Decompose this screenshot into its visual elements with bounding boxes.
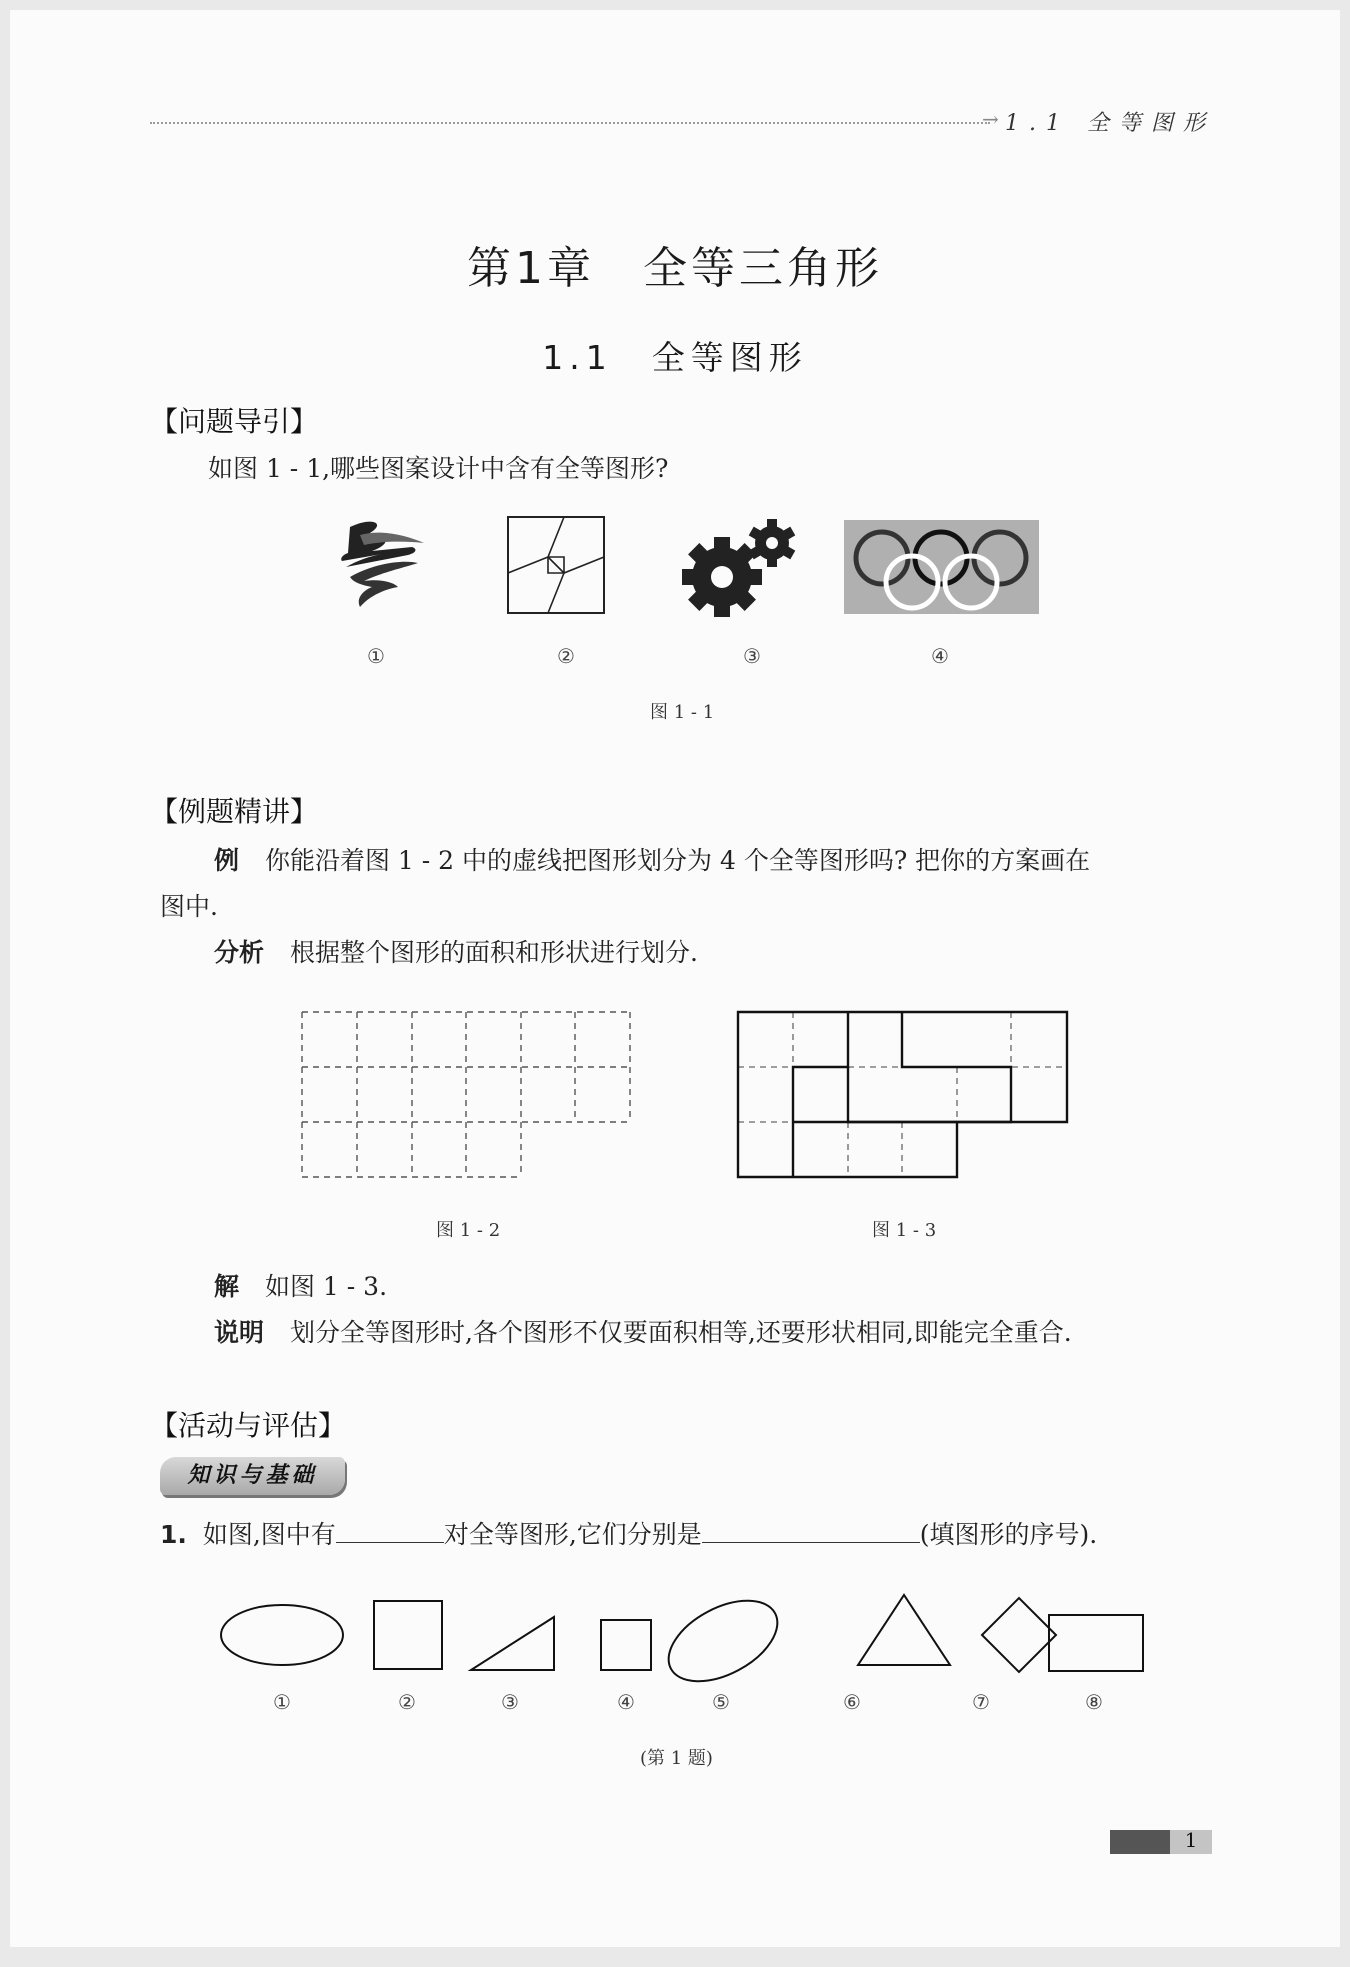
shape-2-square	[374, 1601, 442, 1669]
question-1	[160, 1512, 1097, 1558]
question-part-1: 如图,图中有	[202, 1520, 336, 1549]
badge-label: 知识与基础	[187, 1463, 318, 1488]
question-1-shapes	[220, 1585, 1150, 1685]
example-label: 例	[214, 846, 240, 875]
question-1-caption: (第 1 题)	[640, 1748, 713, 1769]
fig1-2-dashed-grid	[300, 1010, 632, 1180]
nested-squares-pattern-icon	[506, 515, 606, 615]
note-line	[214, 1310, 1072, 1356]
shape-8-rectangle	[1049, 1615, 1143, 1671]
shape-6-triangle	[858, 1595, 950, 1665]
fig1-label-4: ④	[931, 644, 949, 668]
section-title: 1.1 全等图形	[542, 338, 808, 377]
page-number: 1	[1184, 1828, 1198, 1852]
example-heading: 【例题精讲】	[150, 795, 319, 828]
fig1-caption: 图 1 - 1	[650, 702, 715, 723]
shape-label-8: ⑧	[1085, 1690, 1103, 1714]
answer-blank-pairs[interactable]	[702, 1512, 920, 1543]
chapter-title: 第1章 全等三角形	[467, 243, 883, 294]
fig1-2-caption: 图 1 - 2	[436, 1220, 501, 1241]
analysis-text: 根据整个图形的面积和形状进行划分.	[289, 938, 698, 967]
shape-label-7: ⑦	[972, 1690, 990, 1714]
question-part-3: (填图形的序号).	[919, 1520, 1098, 1549]
example-text-2: 图中.	[160, 892, 218, 921]
analysis-label: 分析	[214, 938, 265, 967]
shape-label-2: ②	[398, 1690, 416, 1714]
fig1-label-1: ①	[367, 644, 385, 668]
solution-line	[214, 1264, 387, 1310]
fig1-3-caption: 图 1 - 3	[872, 1220, 937, 1241]
textbook-page	[10, 10, 1340, 1947]
header-dotted-line	[150, 122, 990, 124]
page-tab-dark	[1110, 1830, 1170, 1854]
note-label: 说明	[214, 1318, 265, 1347]
solution-text: 如图 1 - 3.	[264, 1272, 388, 1301]
header-arrow: →	[982, 107, 999, 131]
fig1-label-3: ③	[743, 644, 761, 668]
shape-3-right-triangle	[471, 1617, 554, 1670]
shape-label-5: ⑤	[712, 1690, 730, 1714]
knowledge-basics-badge	[160, 1457, 345, 1495]
answer-blank-count[interactable]	[336, 1512, 444, 1543]
fig1-3-divided-grid	[736, 1010, 1070, 1182]
question-number: 1.	[160, 1520, 187, 1549]
intro-heading: 【问题导引】	[150, 405, 319, 438]
activity-heading: 【活动与评估】	[150, 1409, 347, 1442]
shape-4-small-square	[601, 1620, 651, 1670]
shape-label-3: ③	[501, 1690, 519, 1714]
solution-label: 解	[214, 1272, 240, 1301]
olympic-rings-icon	[844, 520, 1039, 614]
fig1-label-2: ②	[557, 644, 575, 668]
shape-1-ellipse	[221, 1605, 343, 1665]
shape-7-diamond	[982, 1598, 1056, 1672]
analysis-line	[214, 930, 698, 976]
shape-label-1: ①	[273, 1690, 291, 1714]
intro-text: 如图 1 - 1,哪些图案设计中含有全等图形?	[208, 454, 669, 483]
header-section-label: 1.1 全等图形	[1005, 111, 1215, 136]
gears-icon	[680, 515, 800, 620]
question-part-2: 对全等图形,它们分别是	[443, 1520, 702, 1549]
example-line-1	[214, 838, 1090, 884]
shape-label-4: ④	[617, 1690, 635, 1714]
shape-5-tilted-ellipse	[655, 1585, 790, 1685]
example-text-1: 你能沿着图 1 - 2 中的虚线把图形划分为 4 个全等图形吗? 把你的方案画在	[264, 846, 1091, 875]
winter-olympics-emblem-icon	[320, 515, 430, 620]
shape-label-6: ⑥	[843, 1690, 861, 1714]
note-text: 划分全等图形时,各个图形不仅要面积相等,还要形状相同,即能完全重合.	[289, 1318, 1072, 1347]
